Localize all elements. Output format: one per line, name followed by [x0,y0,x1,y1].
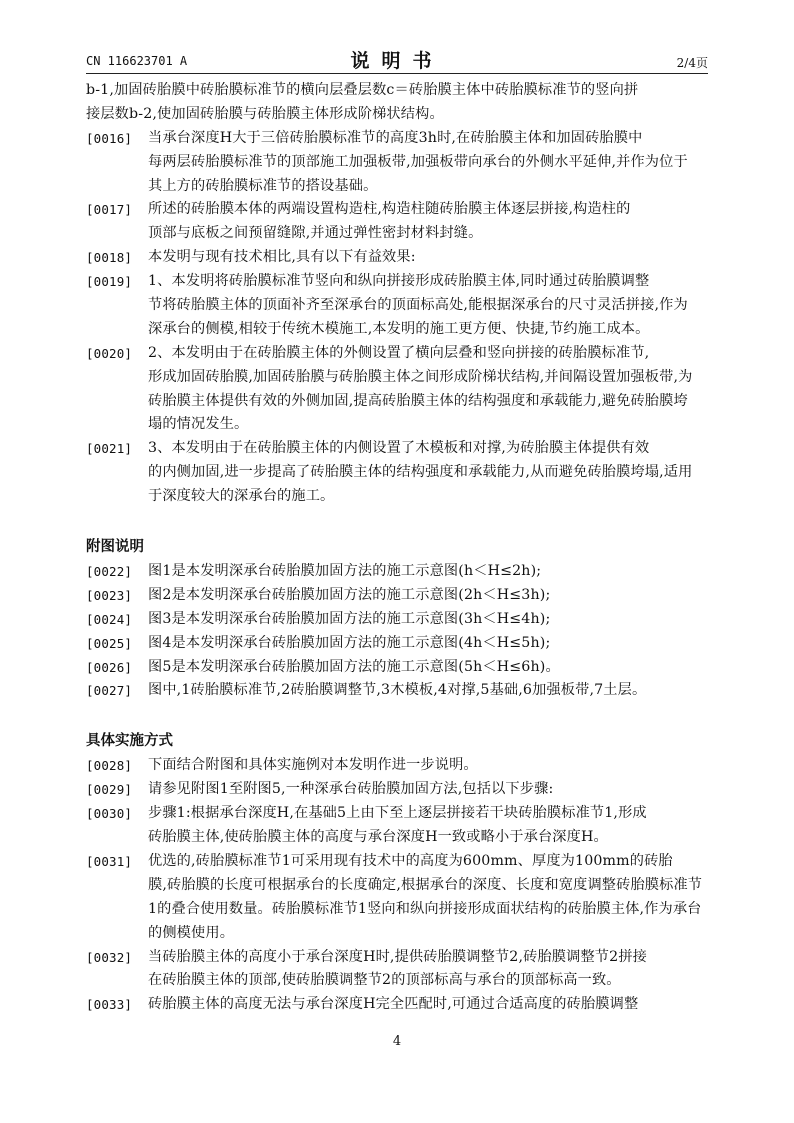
text-line [86,778,710,802]
line-text: 砖胎膜主体的高度无法与承台深度H完全匹配时,可通过合适高度的砖胎膜调整 [148,996,639,1013]
line-text: 所述的砖胎膜本体的两端设置构造柱,构造柱随砖胎膜主体逐层拼接,构造柱的 [148,201,631,218]
text-line [86,437,710,461]
text-line [86,342,710,366]
document-title: 说明书 [350,50,444,72]
page-indicator: 2/4页 [676,56,708,70]
text-line [86,608,710,632]
text-line [86,850,710,874]
publication-number: CN 116623701 A [86,54,188,68]
text-line [86,103,710,127]
paragraph-number: [0021] [86,441,133,457]
paragraph-number: [0029] [86,782,133,798]
line-text: 优选的,砖胎膜标准节1可采用现有技术中的高度为600mm、厚度为100mm的砖胎 [148,852,673,869]
text-line [86,946,710,970]
paragraph-number: [0018] [86,250,133,266]
paragraph-number: [0026] [86,659,133,675]
text-line [86,79,710,103]
paragraph [86,79,710,127]
line-text: 图2是本发明深承台砖胎膜加固方法的施工示意图(2h＜H≤3h); [148,586,551,603]
text-line [86,993,710,1017]
paragraph [86,656,710,680]
text-line [86,246,710,270]
text-line [86,175,710,199]
text-line [86,461,710,485]
paragraph [86,437,710,509]
line-text: 膜,砖胎膜的长度可根据承台的长度确定,根据承台的深度、长度和宽度调整砖胎膜标准节 [148,876,703,893]
line-text: 图1是本发明深承台砖胎膜加固方法的施工示意图(h＜H≤2h); [148,563,542,580]
paragraph-number: [0027] [86,683,133,699]
text-line [86,632,710,656]
paragraph-number: [0016] [86,130,133,146]
paragraph [86,993,710,1017]
paragraph [86,342,710,438]
paragraph-number: [0022] [86,564,133,580]
line-text: 接层数b-2,使加固砖胎膜与砖胎膜主体形成阶梯状结构。 [86,105,444,122]
text-line [86,656,710,680]
text-line [86,754,710,778]
line-text: 图4是本发明深承台砖胎膜加固方法的施工示意图(4h＜H≤5h); [148,634,551,651]
section-heading: 具体实施方式 [86,733,173,750]
paragraph [86,246,710,270]
line-text: 图5是本发明深承台砖胎膜加固方法的施工示意图(5h＜H≤6h)。 [148,658,560,675]
line-text: 1、本发明将砖胎膜标准节竖向和纵向拼接形成砖胎膜主体,同时通过砖胎膜调整 [148,273,650,290]
page-number: 4 [392,1034,402,1049]
page-header [86,44,708,70]
text-line [86,151,710,175]
paragraph [86,802,710,850]
line-text: 其上方的砖胎膜标准节的搭设基础。 [148,177,378,194]
line-text: b-1,加固砖胎膜中砖胎膜标准节的横向层叠层数c＝砖胎膜主体中砖胎膜标准节的竖向拼 [86,82,639,98]
section-spacer [86,509,710,534]
line-text: 于深度较大的深承台的施工。 [148,488,335,505]
paragraph [86,632,710,656]
paragraph-number: [0023] [86,587,133,603]
text-line [86,222,710,246]
text-line [86,679,710,703]
line-text: 顶部与底板之间预留缝隙,并通过弹性密封材料封缝。 [148,225,483,242]
paragraph [86,778,710,802]
text-line [86,390,710,414]
text-line [86,485,710,509]
paragraph [86,608,710,632]
text-line [86,318,710,342]
paragraph [86,946,710,994]
line-text: 下面结合附图和具体实施例对本发明作进一步说明。 [148,757,478,774]
line-text: 步骤1:根据承台深度H,在基础5上由下至上逐层拼接若干块砖胎膜标准节1,形成 [148,805,647,822]
text-line [86,560,710,584]
document-body [86,79,710,1017]
line-text: 深承台的侧模,相较于传统木模施工,本发明的施工更方便、快捷,节约施工成本。 [148,320,650,337]
paragraph [86,754,710,778]
text-line [86,922,710,946]
paragraph-number: [0020] [86,345,133,361]
paragraph [86,584,710,608]
line-text: 砖胎膜主体,使砖胎膜主体的高度与承台深度H一致或略小于承台深度H。 [148,829,608,846]
paragraph [86,850,710,946]
paragraph [86,560,710,584]
section-heading: 附图说明 [86,539,144,556]
paragraph-number: [0028] [86,758,133,774]
line-text: 1的叠合使用数量。砖胎膜标准节1竖向和纵向拼接形成面状结构的砖胎膜主体,作为承台 [148,900,702,917]
line-text: 图3是本发明深承台砖胎膜加固方法的施工示意图(3h＜H≤4h); [148,610,551,627]
text-line [86,802,710,826]
text-line [86,969,710,993]
line-text: 的侧模使用。 [148,924,235,941]
paragraph [86,679,710,703]
line-text: 当承台深度H大于三倍砖胎膜标准节的高度3h时,在砖胎膜主体和加固砖胎膜中 [148,129,643,146]
paragraph-number: [0032] [86,949,133,965]
text-line [86,413,710,437]
text-line [86,898,710,922]
line-text: 在砖胎膜主体的顶部,使砖胎膜调整节2的顶部标高与承台的顶部标高一致。 [148,972,621,989]
text-line [86,127,710,151]
line-text: 请参见附图1至附图5,一种深承台砖胎膜加固方法,包括以下步骤: [148,781,554,798]
line-text: 砖胎膜主体提供有效的外侧加固,提高砖胎膜主体的结构强度和承载能力,避免砖胎膜垮 [148,392,688,409]
line-text: 当砖胎膜主体的高度小于承台深度H时,提供砖胎膜调整节2,砖胎膜调整节2拼接 [148,948,647,965]
paragraph-number: [0033] [86,997,133,1013]
paragraph-number: [0017] [86,202,133,218]
paragraph-number: [0031] [86,853,133,869]
line-text: 塌的情况发生。 [148,416,249,433]
line-text: 每两层砖胎膜标准节的顶部施工加强板带,加强板带向承台的外侧水平延伸,并作为位于 [148,153,688,170]
header-divider [86,73,708,74]
paragraph-number: [0025] [86,635,133,651]
text-line [86,826,710,850]
line-text: 节将砖胎膜主体的顶面补齐至深承台的顶面标高处,能根据深承台的尺寸灵活拼接,作为 [148,297,688,314]
line-text: 2、本发明由于在砖胎膜主体的外侧设置了横向层叠和竖向拼接的砖胎膜标准节, [148,344,650,361]
paragraph [86,270,710,342]
text-line [86,874,710,898]
text-line [86,198,710,222]
paragraph-number: [0030] [86,806,133,822]
paragraph [86,198,710,246]
line-text: 本发明与现有技术相比,具有以下有益效果: [148,249,416,266]
text-line [86,366,710,390]
line-text: 的内侧加固,进一步提高了砖胎膜主体的结构强度和承载能力,从而避免砖胎膜垮塌,适用 [148,464,693,481]
line-text: 3、本发明由于在砖胎膜主体的内侧设置了木模板和对撑,为砖胎膜主体提供有效 [148,440,650,457]
line-text: 形成加固砖胎膜,加固砖胎膜与砖胎膜主体之间形成阶梯状结构,并间隔设置加强板带,为 [148,368,693,385]
text-line [86,584,710,608]
text-line [86,294,710,318]
paragraph-number: [0019] [86,274,133,290]
section-spacer [86,703,710,728]
text-line [86,270,710,294]
paragraph [86,127,710,199]
line-text: 图中,1砖胎膜标准节,2砖胎膜调整节,3木模板,4对撑,5基础,6加强板带,7土层。 [148,682,647,699]
paragraph-number: [0024] [86,611,133,627]
